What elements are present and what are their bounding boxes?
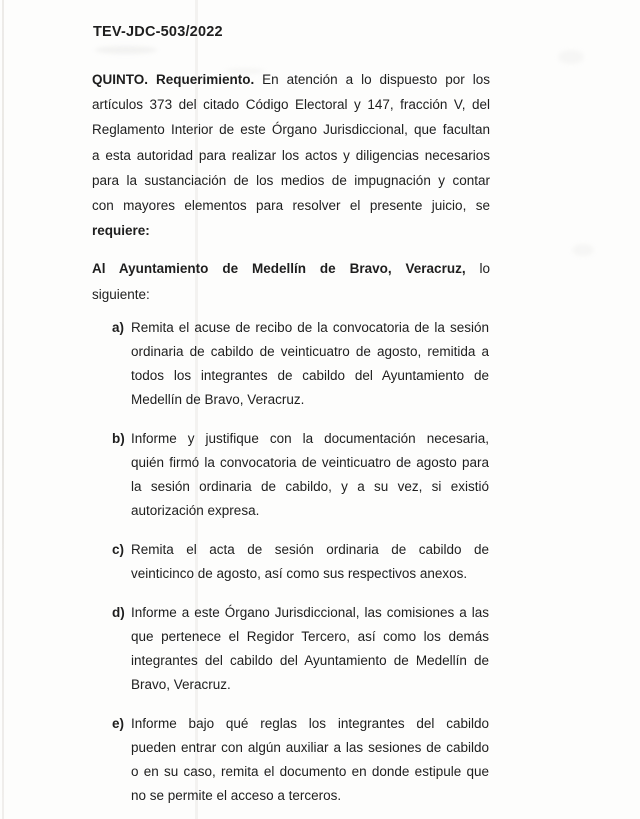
text-line bbox=[131, 601, 489, 625]
text-segment: Bravo, Veracruz. bbox=[131, 676, 231, 692]
bold-text-segment: Al Ayuntamiento de Medellín de Bravo, Veracruz, bbox=[92, 261, 466, 277]
text-segment: Remita el acta de sesión ordinaria de cabildo de bbox=[131, 541, 489, 557]
text-segment: pueden entrar con algún auxiliar a las sesiones de cabildo bbox=[131, 739, 489, 755]
text-segment: siguiente: bbox=[92, 286, 150, 302]
paragraph bbox=[92, 256, 490, 306]
text-segment: Remita el acuse de recibo de la convocatoria de la sesión bbox=[131, 319, 489, 335]
text-segment: lo bbox=[465, 261, 490, 277]
item-label: b) bbox=[112, 430, 125, 446]
text-line bbox=[131, 499, 489, 523]
text-segment: autorización expresa. bbox=[131, 502, 260, 518]
requirement-item bbox=[112, 538, 490, 586]
text-line bbox=[131, 364, 489, 388]
text-segment: Reglamento Interior de este Órgano Jurisdiccional, que facultan bbox=[92, 122, 490, 138]
text-line bbox=[131, 538, 489, 562]
paragraphs-container bbox=[92, 67, 490, 307]
scan-smudge bbox=[572, 244, 594, 256]
text-segment: Medellín de Bravo, Veracruz. bbox=[131, 391, 305, 407]
text-line bbox=[131, 625, 489, 649]
text-line bbox=[92, 282, 490, 307]
text-line bbox=[92, 256, 490, 281]
text-segment: Informe y justifique con la documentación necesaria, bbox=[131, 430, 489, 446]
text-segment: para la sustanciación de los medios de impugnación y contar bbox=[92, 172, 490, 188]
text-line bbox=[131, 562, 489, 586]
text-line bbox=[92, 218, 490, 243]
text-line bbox=[131, 712, 489, 736]
text-line bbox=[131, 316, 489, 340]
text-segment: ordinaria de cabildo de veinticuatro de agosto, remitida a bbox=[131, 343, 489, 359]
text-line bbox=[131, 388, 489, 412]
text-line bbox=[131, 736, 489, 760]
text-segment: que pertenece el Regidor Tercero, así como los demás bbox=[131, 628, 489, 644]
case-number: TEV-JDC-503/2022 bbox=[93, 24, 223, 40]
text-segment: todos los integrantes de cabildo del Ayuntamiento de bbox=[131, 367, 489, 383]
text-line bbox=[131, 451, 489, 475]
item-text bbox=[131, 712, 489, 808]
item-text bbox=[131, 427, 489, 523]
text-line bbox=[92, 143, 490, 168]
text-segment: Informe bajo qué reglas los integrantes del cabildo bbox=[131, 715, 489, 731]
requirement-item bbox=[112, 316, 490, 412]
text-line bbox=[92, 168, 490, 193]
item-label: d) bbox=[112, 604, 125, 620]
requirement-list bbox=[92, 316, 490, 808]
text-segment: integrantes del cabildo del Ayuntamiento de Medellín de bbox=[131, 652, 489, 668]
item-label: a) bbox=[112, 319, 125, 335]
text-segment: con mayores elementos para resolver el presente juicio, se bbox=[92, 197, 490, 213]
text-segment: Informe a este Órgano Jurisdiccional, las comisiones a las bbox=[131, 604, 489, 620]
text-line bbox=[92, 92, 490, 117]
item-text bbox=[131, 601, 489, 697]
text-segment: o en su caso, remita el documento en donde estipule que bbox=[131, 763, 489, 779]
text-line bbox=[92, 193, 490, 218]
item-text bbox=[131, 316, 489, 412]
text-line bbox=[131, 475, 489, 499]
bold-text-segment: requiere: bbox=[92, 223, 150, 239]
text-segment: no se permite el acceso a terceros. bbox=[131, 787, 342, 803]
text-line bbox=[131, 673, 489, 697]
item-text bbox=[131, 538, 489, 586]
text-line bbox=[131, 427, 489, 451]
bold-text-segment: QUINTO. Requerimiento. bbox=[92, 72, 255, 87]
scan-edge-artifact bbox=[2, 0, 4, 819]
paragraph bbox=[92, 67, 490, 243]
text-segment: veinticinco de agosto, así como sus respectivos anexos. bbox=[131, 565, 468, 581]
document-content bbox=[92, 20, 490, 808]
text-segment: quién firmó la convocatoria de veinticuatro de agosto para bbox=[131, 454, 489, 470]
scan-smudge bbox=[558, 50, 584, 64]
text-line bbox=[131, 760, 489, 784]
text-segment: a esta autoridad para realizar los actos y diligencias necesarios bbox=[92, 147, 490, 163]
requirement-item bbox=[112, 712, 490, 808]
text-line bbox=[131, 784, 489, 808]
text-segment: la sesión ordinaria de cabildo, y a su vez, si existió bbox=[131, 478, 489, 494]
item-label: c) bbox=[112, 541, 125, 557]
item-label: e) bbox=[112, 715, 125, 731]
text-line bbox=[131, 649, 489, 673]
requirement-item bbox=[112, 601, 490, 697]
text-line bbox=[92, 67, 490, 92]
text-segment: En atención a lo dispuesto por los bbox=[254, 72, 490, 87]
text-line bbox=[92, 117, 490, 142]
requirement-item bbox=[112, 427, 490, 523]
text-line bbox=[131, 340, 489, 364]
text-segment: artículos 373 del citado Código Electoral y 147, fracción V, del bbox=[92, 97, 490, 113]
